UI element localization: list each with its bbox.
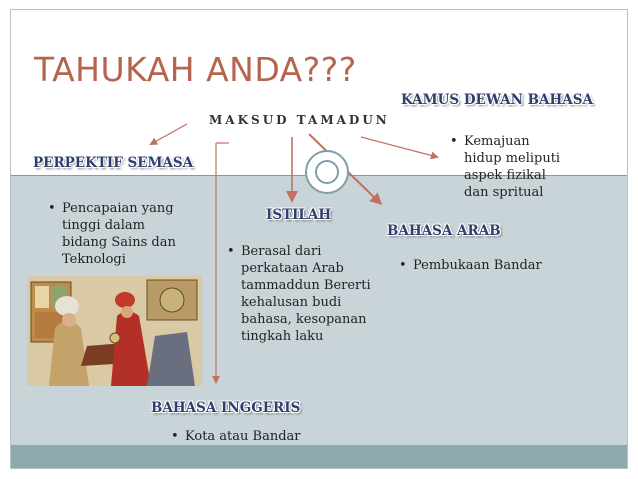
- text-line: Berasal dari: [241, 244, 322, 259]
- text-line: aspek fizikal: [464, 168, 546, 183]
- text-line: bidang Sains dan: [62, 235, 176, 250]
- label-perpektif-semasa: PERPEKTIF SEMASA: [33, 155, 194, 171]
- istilah-definition: [227, 243, 401, 345]
- label-istilah: ISTILAH: [266, 207, 332, 223]
- slide-subtitle: MAKSUD TAMADUN: [209, 113, 390, 127]
- text-line: perkataan Arab: [241, 261, 344, 276]
- text-line: tingkah laku: [241, 329, 324, 344]
- text-line: hidup meliputi: [464, 151, 561, 166]
- arrow-to-perspektif: [151, 124, 187, 144]
- text-line: Pencapaian yang: [62, 201, 174, 216]
- text-line: dan spritual: [464, 185, 544, 200]
- text-line: kehalusan budi: [241, 295, 342, 310]
- inggeris-definition: [171, 428, 365, 445]
- text-line: bahasa, kesopanan: [241, 312, 367, 327]
- bullet-dot: •: [171, 429, 179, 444]
- text-line: Kemajuan: [464, 134, 530, 149]
- text-line: Teknologi: [62, 252, 126, 267]
- bullet-dot: •: [227, 244, 235, 259]
- text-line: tinggi dalam: [62, 218, 145, 233]
- bullet-dot: •: [450, 134, 458, 149]
- text-line: Kota atau Bandar: [185, 429, 301, 444]
- text-line: Pembukaan Bandar: [413, 258, 542, 273]
- arrow-to-kamus: [361, 137, 437, 157]
- label-kamus-dewan-bahasa: KAMUS DEWAN BAHASA: [401, 92, 593, 108]
- perspektif-definition: [48, 200, 202, 268]
- bullet-dot: •: [48, 201, 56, 216]
- decorative-circle-inner: [315, 160, 339, 184]
- kamus-definition: [450, 133, 604, 201]
- label-bahasa-inggeris: BAHASA INGGERIS: [151, 400, 301, 416]
- label-bahasa-arab: BAHASA ARAB: [387, 223, 501, 239]
- decorative-circle-icon: [305, 150, 349, 194]
- text-line: tammaddun Bererti: [241, 278, 371, 293]
- bullet-dot: •: [399, 258, 407, 273]
- slide: [10, 9, 628, 469]
- slide-title: TAHUKAH ANDA???: [34, 50, 357, 89]
- arab-definition: [399, 257, 593, 274]
